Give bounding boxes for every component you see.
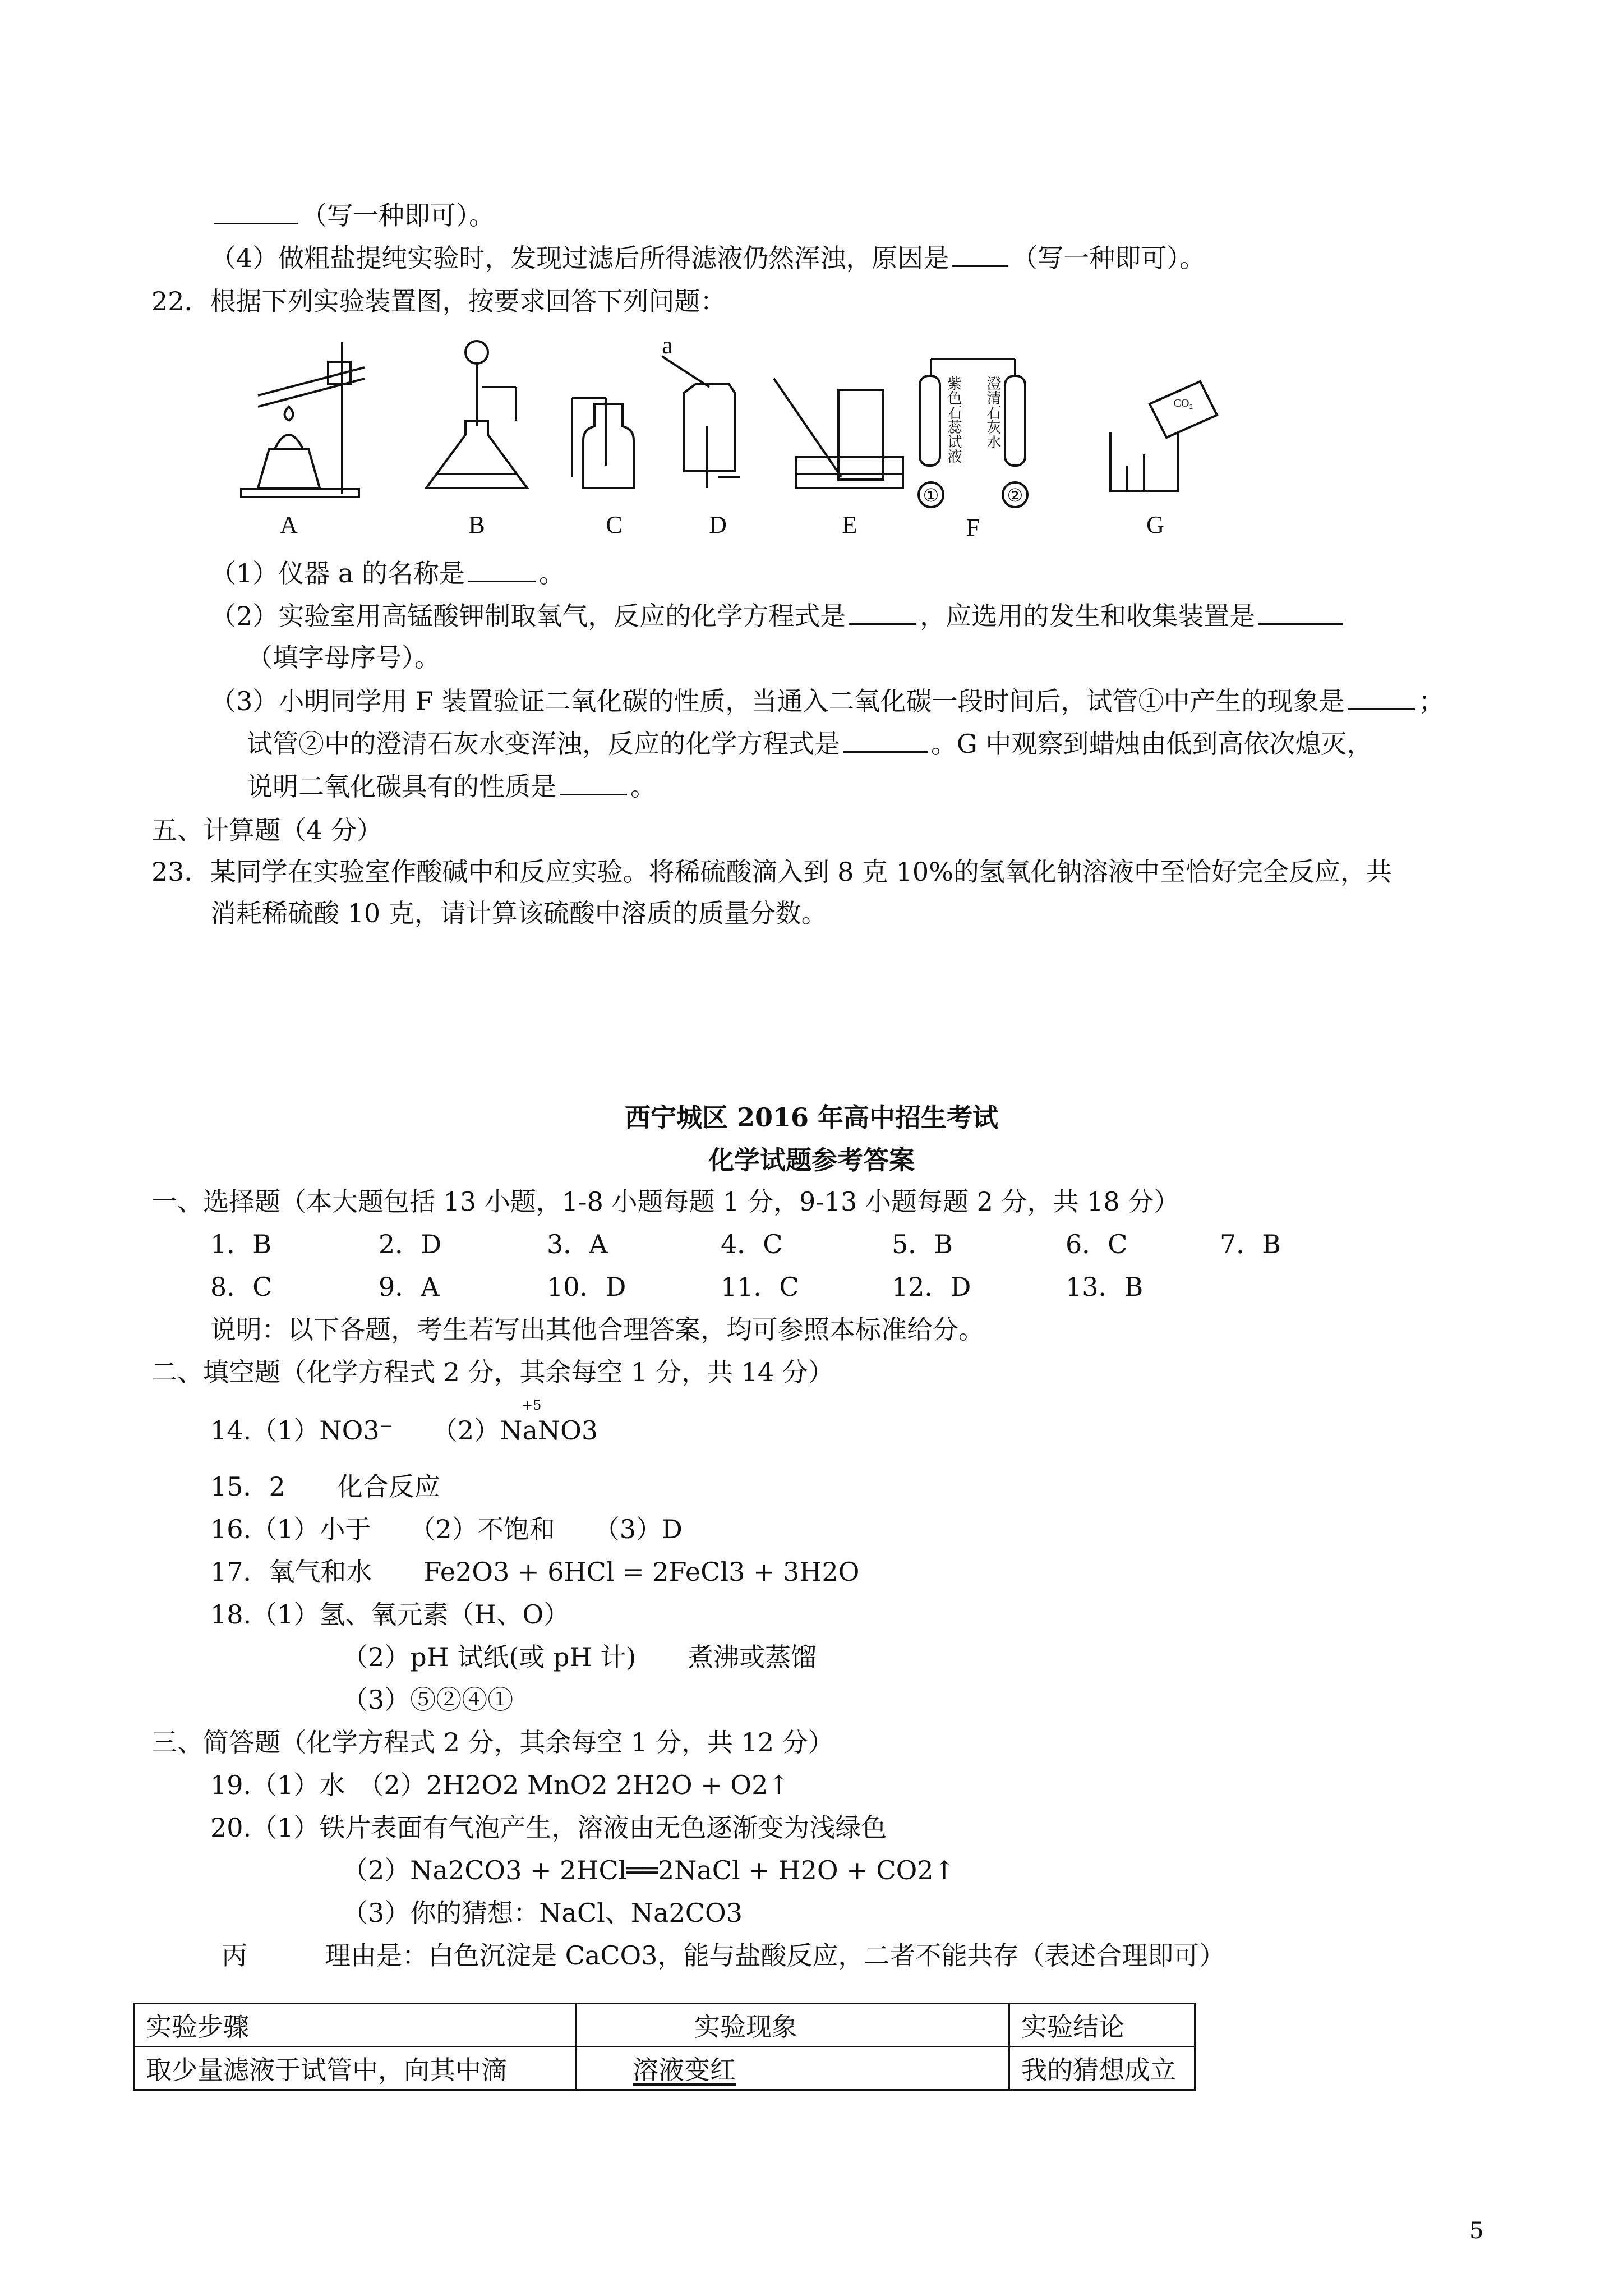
tube-2-text: 澄清石灰水 (985, 376, 1001, 449)
answer-blank (1348, 686, 1415, 710)
q22-part3: （3）小明同学用 F 装置验证二氧化碳的性质，当通入二氧化碳一段时间后，试管①中产生的现象是 ； (210, 686, 1445, 716)
answer-blank (952, 243, 1008, 267)
apparatus-a (241, 342, 365, 497)
q22-part2-cont: （填字母序号）。 (247, 642, 440, 673)
label-d: D (709, 511, 727, 539)
tube-2-number: ② (1007, 485, 1023, 505)
q22-heading: 22．根据下列实验装置图，按要求回答下列问题： (151, 286, 726, 316)
answer-item: 10．D (547, 1272, 626, 1302)
answer-20-1: 20.（1）铁片表面有气泡产生，溶液由无色逐渐变为浅绿色 (210, 1812, 887, 1843)
apparatus-d (662, 356, 740, 488)
answer-16: 16.（1）小于 （2）不饱和 （3）D (210, 1514, 683, 1544)
answer-18-1: 18.（1）氢、氧元素（H、O） (210, 1599, 570, 1630)
answer-item: 1．B (210, 1229, 272, 1259)
page-number: 5 (1469, 2218, 1484, 2244)
answer-item: 13．B (1066, 1272, 1144, 1302)
answer-table (133, 2003, 1196, 2091)
table-header: 实验步骤 (134, 2004, 576, 2047)
tube-1-text: 紫色石蕊试液 (946, 376, 962, 463)
label-instrument-a: a (662, 337, 673, 359)
answer-19: 19.（1）水 （2）2H2O2 MnO2 2H2O + O2↑ (210, 1770, 790, 1800)
apparatus-figure (236, 337, 1223, 544)
answer-blank (1258, 601, 1343, 625)
answer-subtitle: 化学试题参考答案 (708, 1145, 915, 1175)
section-2-title: 二、填空题（化学方程式 2 分，其余每空 1 分，共 14 分） (151, 1357, 834, 1387)
answer-18-3: （3）⑤②④① (342, 1685, 514, 1715)
answer-blank (468, 558, 536, 582)
q23-line2: 消耗稀硫酸 10 克，请计算该硫酸中溶质的质量分数。 (210, 898, 827, 928)
section-5-title: 五、计算题（4 分） (151, 815, 382, 845)
table-cell-text: 溶液变红 (633, 2055, 736, 2085)
answer-blank (214, 200, 298, 224)
table-cell: 我的猜想成立 (1009, 2047, 1195, 2090)
table-header-row (134, 2004, 1195, 2047)
answer-20-2: （2）Na2CO3 + 2HCl══2NaCl + H2O + CO2↑ (342, 1855, 956, 1885)
answer-17: 17．氧气和水 Fe2O3 + 6HCl = 2FeCl3 + 3H2O (210, 1557, 860, 1587)
apparatus-b (426, 341, 527, 488)
table-cell (576, 2047, 1009, 2090)
answer-item: 3．A (547, 1229, 608, 1259)
section-1-title: 一、选择题（本大题包括 13 小题，1-8 小题每题 1 分，9-13 小题每题 2 分，共 18 分） (151, 1186, 1180, 1217)
co2-label: CO₂ (1173, 397, 1193, 409)
q21-part4: （4）做粗盐提纯实验时，发现过滤后所得滤液仍然浑浊，原因是 （写一种即可）。 (210, 243, 1206, 273)
answer-item: 2．D (379, 1229, 442, 1259)
q22-part3-cont2: 说明二氧化碳具有的性质是 。 (247, 771, 656, 802)
answer-item: 12．D (892, 1272, 971, 1302)
answer-blank (560, 771, 627, 795)
apparatus-e (774, 379, 903, 488)
answer-note: 说明：以下各题，考生若写出其他合理答案，均可参照本标准给分。 (210, 1314, 984, 1345)
answer-18-2: （2）pH 试纸(或 pH 计) 煮沸或蒸馏 (342, 1642, 817, 1672)
answer-item: 5．B (892, 1229, 953, 1259)
answer-15: 15．2 化合反应 (210, 1471, 440, 1502)
answer-item: 6．C (1066, 1229, 1128, 1259)
oxidation-state: +5 (522, 1397, 542, 1413)
answer-item: 4．C (721, 1229, 783, 1259)
label-e: E (842, 511, 857, 539)
answer-title: 西宁城区 2016 年高中招生考试 (624, 1102, 999, 1133)
label-c: C (606, 511, 623, 539)
apparatus-g (1110, 381, 1217, 491)
answer-item: 11．C (721, 1272, 799, 1302)
label-b: B (468, 511, 485, 539)
label-a: A (280, 511, 298, 539)
q22-part2: （2）实验室用高锰酸钾制取氧气，反应的化学方程式是 ，应选用的发生和收集装置是 (210, 598, 1346, 634)
table-header: 实验现象 (576, 2004, 1009, 2047)
answer-20-3: （3）你的猜想：NaCl、Na2CO3 (342, 1898, 743, 1928)
q22-part1: （1）仪器 a 的名称是 。 (210, 558, 565, 588)
section-3-title: 三、简答题（化学方程式 2 分，其余每空 1 分，共 12 分） (151, 1727, 834, 1757)
answer-item: 7．B (1220, 1229, 1281, 1259)
apparatus-c (572, 398, 634, 488)
label-f: F (966, 514, 980, 541)
q22-part3-cont: 试管②中的澄清石灰水变浑浊，反应的化学方程式是 。G 中观察到蜡烛由低到高依次熄灭， (247, 729, 1373, 759)
answer-20-4: 丙 理由是：白色沉淀是 CaCO3，能与盐酸反应，二者不能共存（表述合理即可） (222, 1940, 1225, 1971)
tube-1-number: ① (923, 485, 939, 505)
label-g: G (1146, 511, 1164, 539)
fill-line-1: （写一种即可）。 (210, 197, 495, 233)
table-header: 实验结论 (1009, 2004, 1195, 2047)
table-row (134, 2047, 1195, 2090)
q23-line1: 23．某同学在实验室作酸碱中和反应实验。将稀硫酸滴入到 8 克 10%的氢氧化钠溶液中至恰好完全反应，共 (151, 857, 1392, 887)
answer-blank (843, 729, 928, 753)
answer-item: 8．C (210, 1272, 273, 1302)
answer-item: 9．A (379, 1272, 440, 1302)
answer-14: 14.（1）NO3⁻ （2）NaNO3 (210, 1415, 598, 1446)
answer-blank (849, 601, 916, 625)
table-cell: 取少量滤液于试管中，向其中滴 (134, 2047, 576, 2090)
